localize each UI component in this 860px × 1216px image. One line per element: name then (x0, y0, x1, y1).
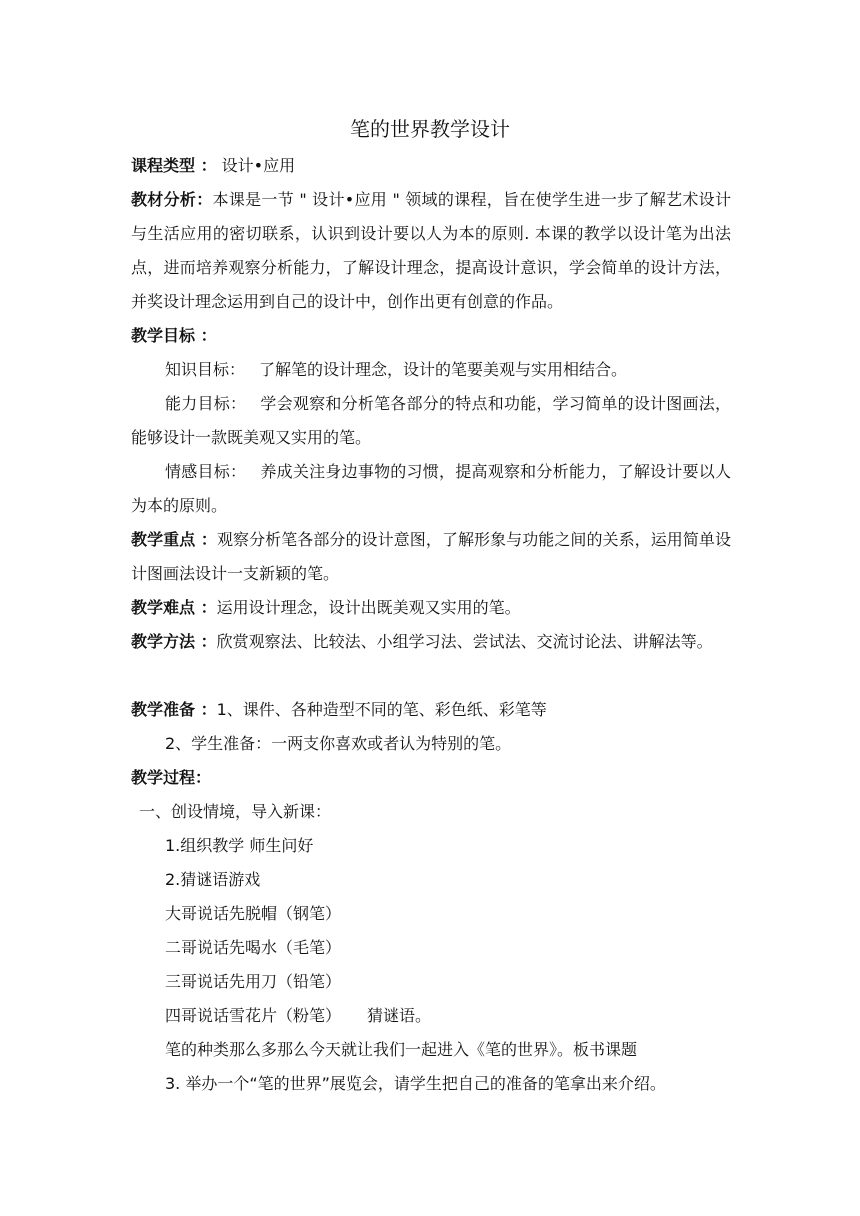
riddle-4-text: 四哥说话雪花片（粉笔） (165, 1006, 342, 1025)
difficulties-text: 运用设计理念，设计出既美观又实用的笔。 (216, 598, 521, 617)
process-heading: 教学过程： (131, 768, 212, 787)
objective-emotion-text: 养成关注身边事物的习惯，提高观察和分析能力，了解设计要以人为本的原则。 (131, 462, 731, 515)
objective-knowledge-text: 了解笔的设计理念，设计的笔要美观与实用相结合。 (259, 360, 628, 379)
riddle-4-note: 猜谜语。 (367, 1006, 432, 1025)
difficulties-label: 教学难点 ： (131, 598, 217, 617)
objective-ability (131, 387, 731, 455)
document-title: 笔的世界教学设计 (350, 117, 510, 141)
objective-knowledge (131, 353, 731, 387)
key-points-label: 教学重点 ： (131, 530, 217, 549)
key-points (131, 523, 731, 591)
process-step-3: 3. 举办一个“笔的世界”展览会，请学生把自己的准备的笔拿出来介绍。 (165, 1074, 666, 1093)
material-analysis (131, 183, 731, 319)
key-points-text: 观察分析笔各部分的设计意图，了解形象与功能之间的关系，运用简单设计图画法设计一支新颖的笔。 (131, 530, 731, 583)
process-intro: 笔的种类那么多那么今天就让我们一起进入《笔的世界》。板书课题 (165, 1040, 638, 1059)
material-analysis-label: 教材分析： (131, 190, 213, 209)
process-step-1: 1.组织教学 师生问好 (165, 836, 314, 855)
objective-emotion-label: 情感目标： (165, 462, 247, 481)
course-type-label: 课程类型 ： (131, 156, 217, 175)
riddle-3: 三哥说话先用刀（铅笔） (165, 972, 342, 991)
objective-ability-label: 能力目标： (165, 394, 247, 413)
course-type (131, 149, 731, 183)
material-analysis-text: 本课是一节 " 设计•应用 " 领域的课程，旨在使学生进一步了解艺术设计与生活应用的密切联系，认识到设计要以人为本的原则. 本课的教学以设计笔为出法点，进而培养观察分析能力，了解设计理念，提高设计意识，学会简单的设计方法，并奖设计理念运用到自己的设计中，创作出更有创意的作品。 (131, 190, 731, 311)
riddle-4 (131, 999, 731, 1033)
preparation (131, 693, 731, 727)
objectives-heading: 教学目标 ： (131, 326, 217, 345)
preparation-label: 教学准备 ： (131, 700, 217, 719)
methods-text: 欣赏观察法、比较法、小组学习法、尝试法、交流讨论法、讲解法等。 (216, 632, 713, 651)
riddle-2: 二哥说话先喝水（毛笔） (165, 938, 342, 957)
process-step-2: 2.猜谜语游戏 (165, 870, 261, 889)
objective-knowledge-label: 知识目标： (165, 360, 246, 379)
riddle-1: 大哥说话先脱帽（钢笔） (165, 904, 342, 923)
objective-ability-text: 学会观察和分析笔各部分的特点和功能，学习简单的设计图画法，能够设计一款既美观又实用的笔。 (131, 394, 731, 447)
objective-emotion (131, 455, 731, 523)
preparation-item-1: 1、课件、各种造型不同的笔、彩色纸、彩笔等 (216, 700, 547, 719)
methods-label: 教学方法 ： (131, 632, 217, 651)
methods (131, 625, 731, 659)
course-type-value: 设计•应用 (221, 156, 296, 175)
preparation-item-2: 2、学生准备：一两支你喜欢或者认为特别的笔。 (165, 734, 512, 753)
process-section-1: 一、创设情境，导入新课： (139, 802, 332, 821)
difficulties (131, 591, 731, 625)
